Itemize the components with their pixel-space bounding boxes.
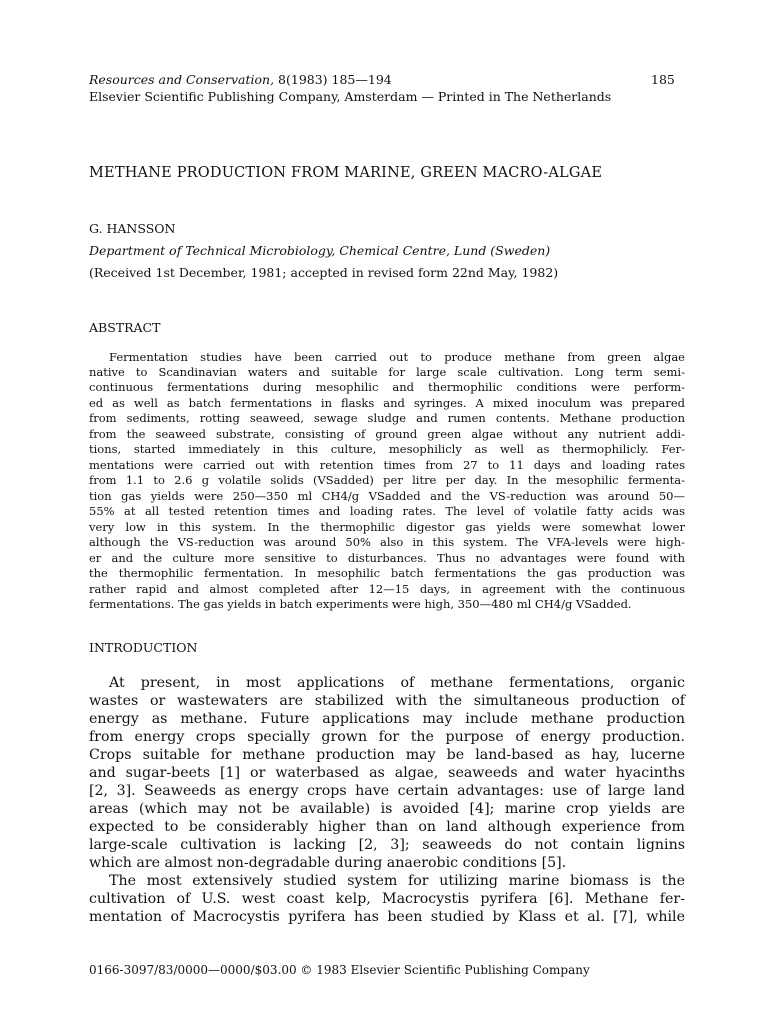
abstract-line: native to Scandinavian waters and suitable for large scale cultivation. Long term semi- [89, 365, 685, 379]
abstract-line: continuous fermentations during mesophilic and thermophilic conditions were perform- [89, 380, 685, 394]
intro-line: [2, 3]. Seaweeds as energy crops have certain advantages: use of large land [89, 783, 685, 799]
journal-volume: 8(1983) 185—194 [274, 72, 392, 87]
abstract-line: mentations were carried out with retention times from 27 to 11 days and loading rates [89, 458, 685, 472]
intro-line: Crops suitable for methane production may be land-based as hay, lucerne [89, 747, 685, 763]
intro-line: The most extensively studied system for utilizing marine biomass is the [109, 873, 685, 889]
intro-line: cultivation of U.S. west coast kelp, Macrocystis pyrifera [6]. Methane fer- [89, 891, 685, 907]
abstract-line: Fermentation studies have been carried out to produce methane from green algae [109, 350, 685, 364]
abstract-line: tion gas yields were 250—350 ml CH4/g VSadded and the VS-reduction was around 50— [89, 489, 685, 503]
abstract-line: er and the culture more sensitive to disturbances. Thus no advantages were found with [89, 551, 685, 565]
copyright-footer: 0166-3097/83/0000—0000/$03.00 © 1983 Elsevier Scientific Publishing Company [89, 963, 590, 977]
intro-line: mentation of Macrocystis pyrifera has been studied by Klass et al. [7], while [89, 909, 685, 925]
intro-line: from energy crops specially grown for the purpose of energy production. [89, 729, 685, 745]
affiliation: Department of Technical Microbiology, Chemical Centre, Lund (Sweden) [89, 243, 551, 258]
abstract-line: rather rapid and almost completed after 12—15 days, in agreement with the continuous [89, 582, 685, 596]
journal-name: Resources and Conservation, [89, 72, 275, 87]
received-dates: (Received 1st December, 1981; accepted in revised form 22nd May, 1982) [89, 265, 559, 280]
intro-line: large-scale cultivation is lacking [2, 3]; seaweeds do not contain lignins [89, 837, 685, 853]
abstract-line: fermentations. The gas yields in batch experiments were high, 350—480 ml CH4/g VSadded. [89, 597, 632, 611]
abstract-line: tions, started immediately in this culture, mesophilicly as well as thermophilicly. Fer- [89, 442, 685, 456]
publisher-line: Elsevier Scientific Publishing Company, Amsterdam — Printed in The Netherlands [89, 89, 612, 104]
intro-line: energy as methane. Future applications may include methane production [89, 711, 685, 727]
intro-line: wastes or wastewaters are stabilized with the simultaneous production of [89, 693, 685, 709]
abstract-line: ed as well as batch fermentations in flasks and syringes. A mixed inoculum was prepared [89, 396, 685, 410]
intro-line: and sugar-beets [1] or waterbased as algae, seaweeds and water hyacinths [89, 765, 685, 781]
abstract-line: very low in this system. In the thermophilic digestor gas yields were somewhat lower [89, 520, 685, 534]
article-title: METHANE PRODUCTION FROM MARINE, GREEN MACRO-ALGAE [89, 165, 603, 181]
abstract-line: the thermophilic fermentation. In mesophilic batch fermentations the gas production was [89, 566, 685, 580]
intro-line: expected to be considerably higher than on land although experience from [89, 819, 685, 835]
author: G. HANSSON [89, 221, 176, 236]
abstract-line: 55% at all tested retention times and loading rates. The level of volatile fatty acids was [89, 504, 685, 518]
journal-citation [89, 72, 392, 87]
page-number: 185 [651, 72, 675, 87]
abstract-line: although the VS-reduction was around 50% also in this system. The VFA-levels were high- [89, 535, 685, 549]
abstract-heading: ABSTRACT [89, 320, 161, 335]
abstract-line: from 1.1 to 2.6 g volatile solids (VSadded) per litre per day. In the mesophilic fermenta- [89, 473, 685, 487]
introduction-heading: INTRODUCTION [89, 640, 198, 655]
intro-line: At present, in most applications of methane fermentations, organic [109, 675, 685, 691]
abstract-line: from sediments, rotting seaweed, sewage sludge and rumen contents. Methane production [89, 411, 685, 425]
intro-line: areas (which may not be available) is avoided [4]; marine crop yields are [89, 801, 685, 817]
intro-line: which are almost non-degradable during anaerobic conditions [5]. [89, 855, 567, 871]
abstract-line: from the seaweed substrate, consisting of ground green algae without any nutrient addi- [89, 427, 685, 441]
